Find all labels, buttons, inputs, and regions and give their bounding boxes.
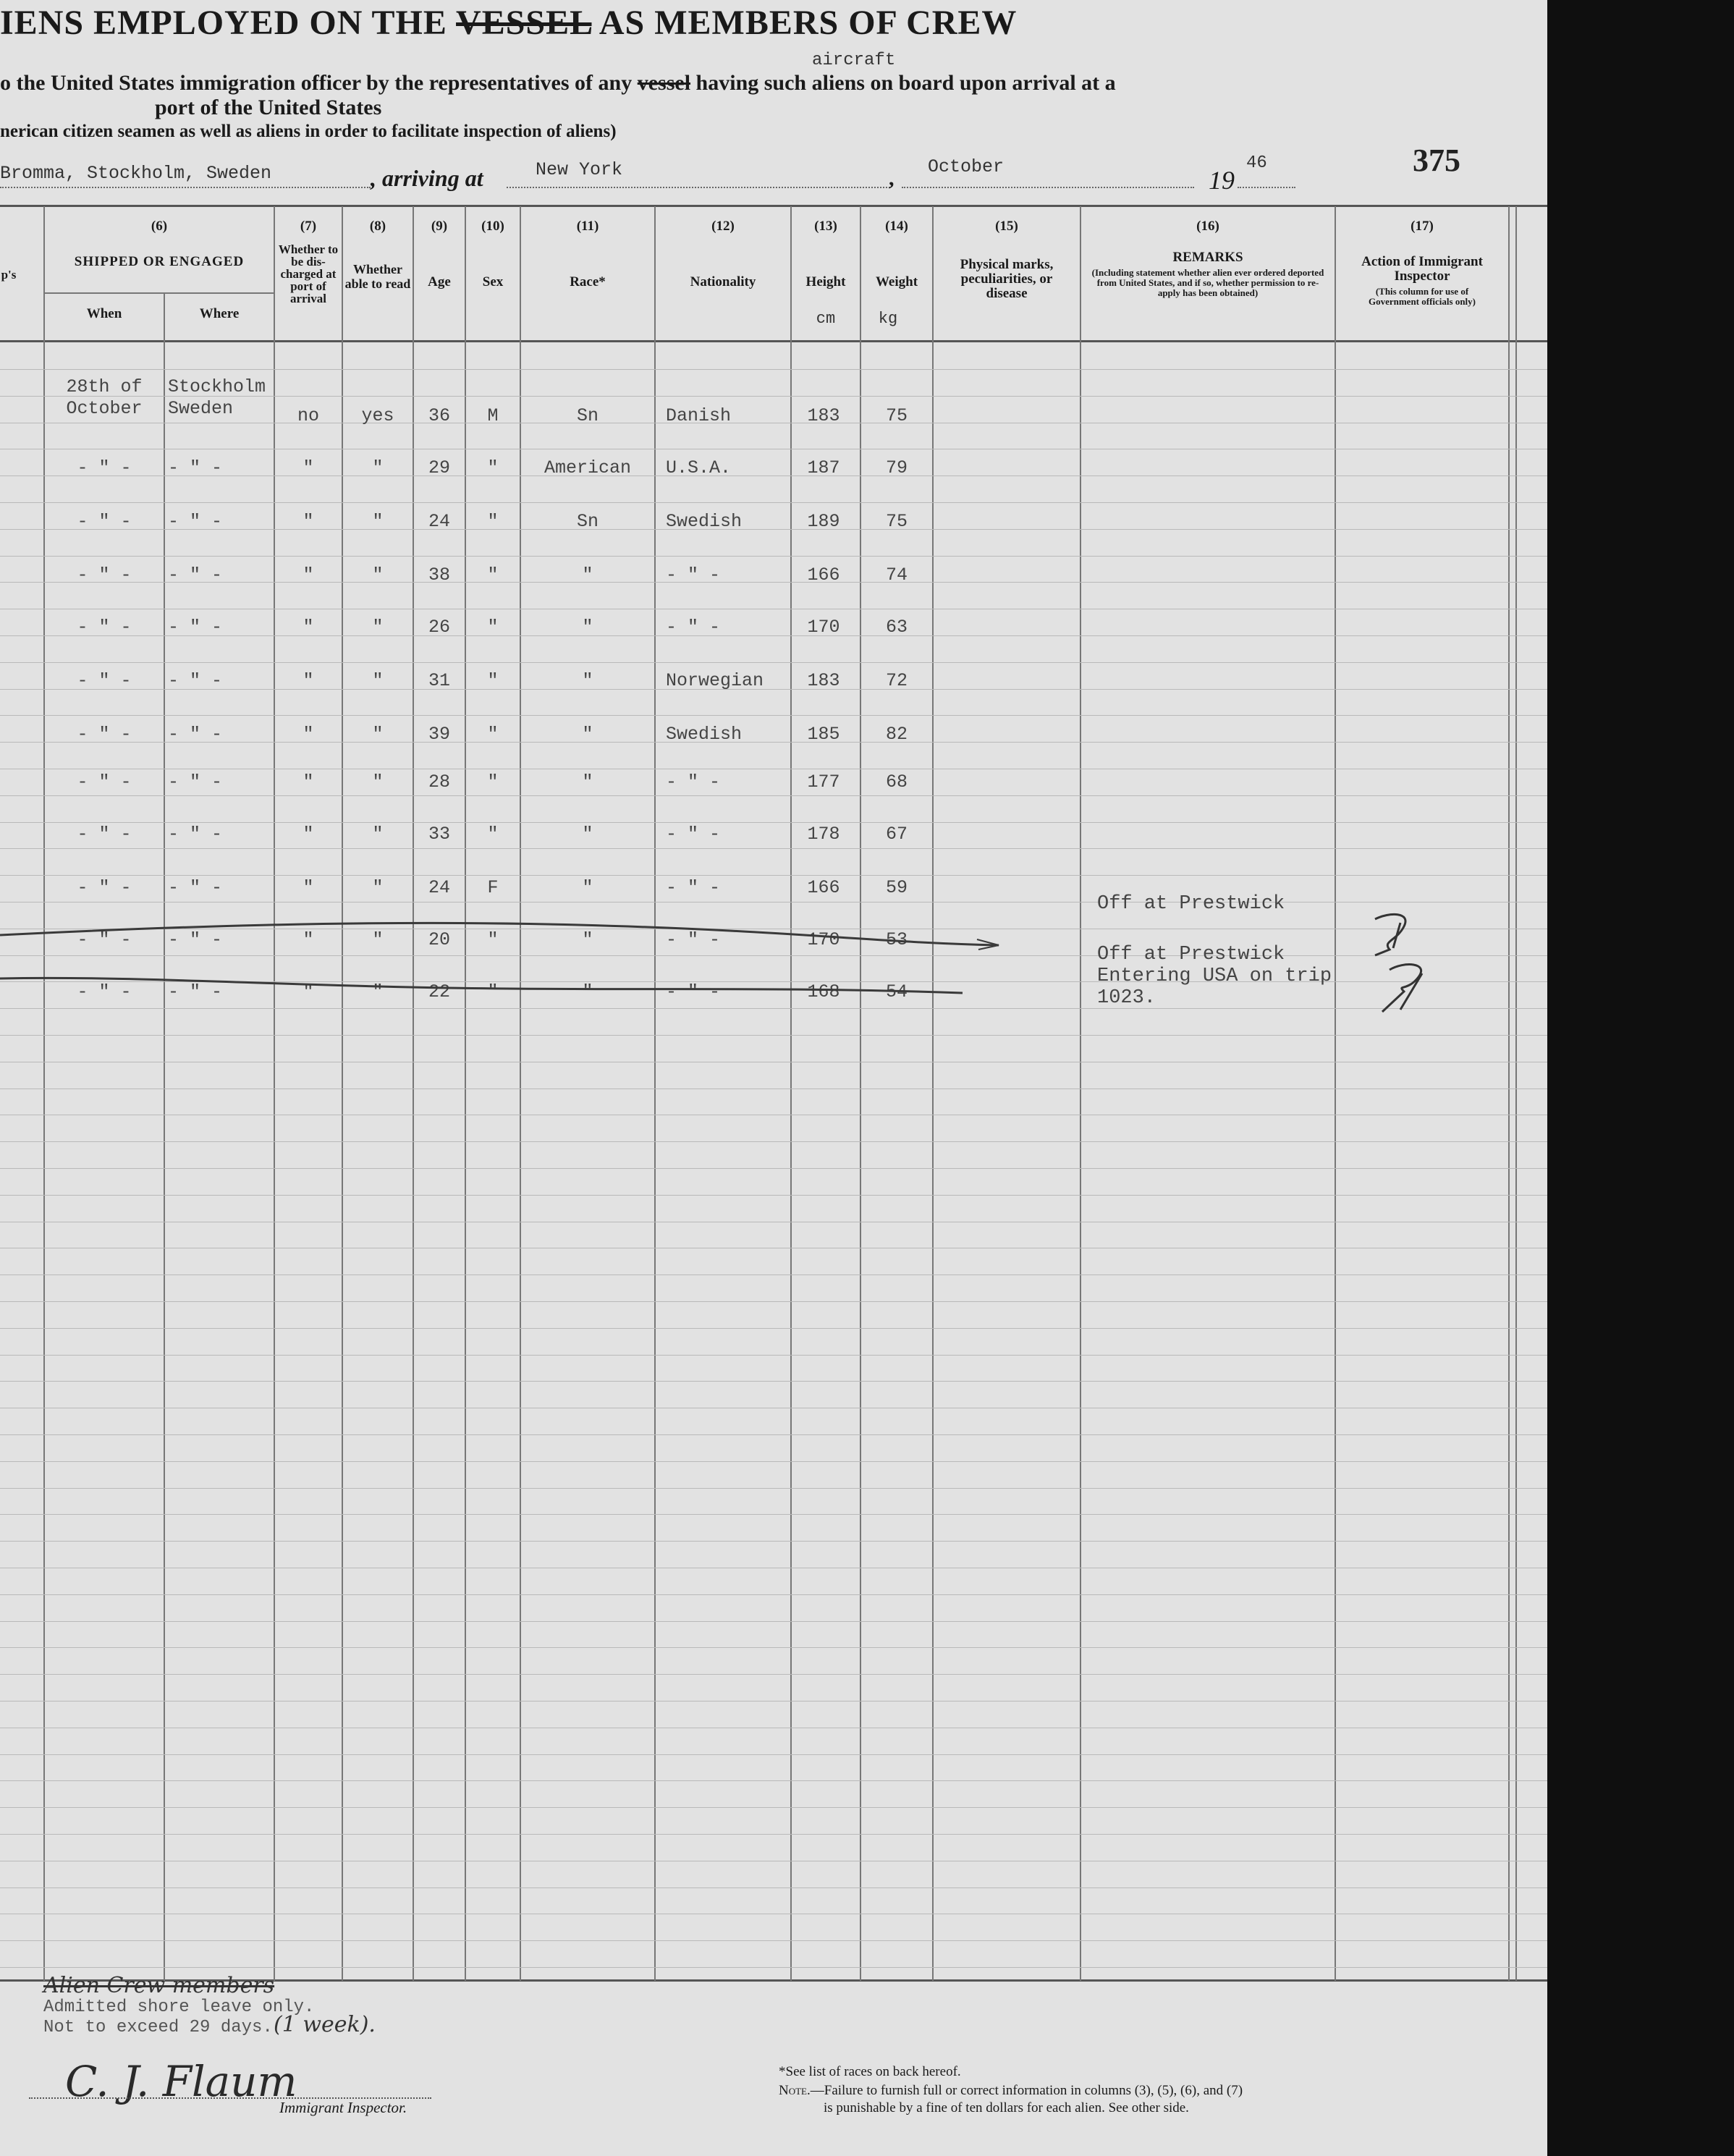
cell-where: - " - <box>168 929 223 950</box>
col-rule <box>1080 206 1081 1981</box>
col6-when: When <box>86 306 122 321</box>
cell-nationality: - " - <box>666 981 721 1002</box>
cell-sex: " <box>487 511 499 532</box>
cell-when: - " - <box>77 457 132 478</box>
cell-where: - " - <box>168 724 223 745</box>
ruled-line <box>0 556 1547 557</box>
year-underline <box>1238 187 1295 188</box>
departure-underline <box>0 187 371 188</box>
ruled-line <box>0 369 1547 370</box>
cell-race: American <box>544 457 632 478</box>
cell-age: 24 <box>428 877 450 898</box>
cell-height: 178 <box>807 824 840 845</box>
ruled-line <box>0 1541 1547 1542</box>
ruled-line <box>0 1274 1547 1275</box>
col8-title: Whether able to read <box>344 262 411 291</box>
cell-weight: 75 <box>885 405 908 426</box>
ruled-line <box>0 1035 1547 1036</box>
title-part-2: AS MEMBERS OF CREW <box>591 4 1018 42</box>
ruled-line <box>0 715 1547 716</box>
ruled-line <box>0 1940 1547 1941</box>
cell-when: - " - <box>77 565 132 585</box>
cell-nationality: U.S.A. <box>666 457 732 478</box>
col14-unit: kg <box>878 310 898 328</box>
admitted-line-1: Admitted shore leave only. <box>43 1998 315 2017</box>
ruled-line <box>0 1088 1547 1089</box>
penalty-note-line-2: is punishable by a fine of ten dollars for each alien. See other side. <box>824 2100 1189 2115</box>
arrival-underline <box>507 187 890 188</box>
shipped-subheader-rule <box>43 292 274 294</box>
cell-sex: " <box>487 981 499 1002</box>
cell-where: - " - <box>168 511 223 532</box>
cell-sex: " <box>487 565 499 585</box>
arrival-month: October <box>928 156 1005 177</box>
cell-discharged: " <box>303 724 314 745</box>
col14-number: (14) <box>885 219 908 234</box>
cell-when: 28th of October <box>66 376 143 419</box>
cell-weight: 54 <box>885 981 908 1002</box>
arriving-at-label: , arriving at <box>371 165 483 191</box>
cell-discharged: " <box>303 877 314 898</box>
cell-height: 166 <box>807 565 840 585</box>
col7-title: Whether to be dis-charged at port of arrival <box>278 242 339 305</box>
cell-weight: 53 <box>885 929 908 950</box>
note-label: Note. <box>779 2083 811 2098</box>
ruled-line <box>0 662 1547 663</box>
ruled-line <box>0 1461 1547 1462</box>
cell-where: - " - <box>168 670 223 691</box>
ruled-line <box>0 1594 1547 1595</box>
cell-race: Sn <box>576 405 599 426</box>
col15-number: (15) <box>995 219 1018 234</box>
cell-weight: 67 <box>885 824 908 845</box>
cell-sex: " <box>487 771 499 792</box>
ruled-line <box>0 1434 1547 1435</box>
ruled-line <box>0 1301 1547 1302</box>
penalty-note-line-1 <box>779 2083 1243 2099</box>
cell-sex: " <box>487 457 499 478</box>
cell-age: 33 <box>428 824 450 845</box>
arrival-port: New York <box>536 159 623 180</box>
col6-number: (6) <box>151 219 168 234</box>
ruled-line <box>0 1780 1547 1781</box>
cell-when: - " - <box>77 617 132 638</box>
cell-race: " <box>582 724 593 745</box>
cell-able-to-read: yes <box>361 405 394 426</box>
cell-race: " <box>582 981 593 1002</box>
col16-title: REMARKS <box>1172 250 1243 265</box>
cell-race: " <box>582 617 593 638</box>
cell-weight: 74 <box>885 565 908 585</box>
title-struck-word: VESSEL <box>456 4 592 42</box>
page-number: 375 <box>1413 143 1460 178</box>
col12-title: Nationality <box>690 274 756 289</box>
cell-able-to-read: " <box>372 877 384 898</box>
col6-where: Where <box>199 306 240 321</box>
cell-nationality: Swedish <box>666 724 743 745</box>
cell-age: 31 <box>428 670 450 691</box>
col-rule <box>1335 206 1336 1981</box>
col-rule <box>1515 206 1517 1981</box>
cell-discharged: " <box>303 457 314 478</box>
cell-when: - " - <box>77 670 132 691</box>
cell-able-to-read: " <box>372 824 384 845</box>
cell-discharged: " <box>303 565 314 585</box>
col10-title: Sex <box>482 274 504 289</box>
admitted-line-2: Not to exceed 29 days. <box>43 2018 273 2037</box>
remark-row-11-line-2: Entering USA on trip <box>1097 965 1332 987</box>
cell-able-to-read: " <box>372 617 384 638</box>
title-part-1: IENS EMPLOYED ON THE <box>0 4 457 42</box>
inspector-label: Immigrant Inspector. <box>279 2099 407 2116</box>
cell-height: 183 <box>807 670 840 691</box>
col14-title: Weight <box>875 274 918 289</box>
cell-weight: 59 <box>885 877 908 898</box>
cell-age: 38 <box>428 565 450 585</box>
ruled-line <box>0 1195 1547 1196</box>
cell-able-to-read: " <box>372 670 384 691</box>
cell-where: - " - <box>168 565 223 585</box>
col17-subtitle: (This column for use of Government officials only) <box>1368 286 1476 307</box>
cell-weight: 75 <box>885 511 908 532</box>
cell-sex: " <box>487 824 499 845</box>
cell-race: Sn <box>576 511 599 532</box>
cell-race: " <box>582 877 593 898</box>
cell-when: - " - <box>77 981 132 1002</box>
cell-able-to-read: " <box>372 981 384 1002</box>
ruled-line <box>0 1141 1547 1142</box>
cell-weight: 82 <box>885 724 908 745</box>
col6-title: SHIPPED OR ENGAGED <box>74 254 245 269</box>
col11-number: (11) <box>576 219 599 234</box>
cell-weight: 72 <box>885 670 908 691</box>
cell-age: 36 <box>428 405 450 426</box>
cell-able-to-read: " <box>372 724 384 745</box>
cell-able-to-read: " <box>372 511 384 532</box>
ruled-line <box>0 1967 1547 1968</box>
ruled-line <box>0 502 1547 503</box>
cell-nationality: - " - <box>666 771 721 792</box>
cell-sex: " <box>487 670 499 691</box>
cell-sex: " <box>487 929 499 950</box>
cell-discharged: no <box>297 405 319 426</box>
cell-able-to-read: " <box>372 565 384 585</box>
col16-number: (16) <box>1196 219 1219 234</box>
cell-height: 183 <box>807 405 840 426</box>
partial-left-header: p's <box>1 268 17 282</box>
inspector-signature: C. J. Flaum <box>65 2057 297 2106</box>
cell-race: " <box>582 565 593 585</box>
ruled-line <box>0 1328 1547 1329</box>
subtitle-struck-word: vessel <box>637 71 691 95</box>
ruled-line <box>0 1381 1547 1382</box>
col-rule <box>932 206 934 1981</box>
col13-number: (13) <box>814 219 837 234</box>
table-header-border <box>0 340 1547 342</box>
subtitle-line-1 <box>0 71 1116 96</box>
cell-discharged: " <box>303 511 314 532</box>
cell-when: - " - <box>77 511 132 532</box>
subtitle-line-3: nerican citizen seamen as well as aliens in order to facilitate inspection of aliens) <box>0 122 617 141</box>
cell-discharged: " <box>303 824 314 845</box>
cell-discharged: " <box>303 929 314 950</box>
col16-subtitle: (Including statement whether alien ever ordered deported from United States, and if so, whether permission to re-apply has been obtained) <box>1091 267 1324 298</box>
ruled-line <box>0 1834 1547 1835</box>
cell-weight: 79 <box>885 457 908 478</box>
handwritten-duration: (1 week). <box>274 2012 376 2037</box>
cell-nationality: Danish <box>666 405 732 426</box>
cell-nationality: - " - <box>666 617 721 638</box>
ruled-line <box>0 822 1547 823</box>
document-title <box>0 3 1017 43</box>
ruled-line <box>0 1514 1547 1515</box>
cell-able-to-read: " <box>372 457 384 478</box>
ruled-line <box>0 1674 1547 1675</box>
col-rule <box>1508 206 1510 1981</box>
col12-number: (12) <box>711 219 735 234</box>
col15-title: Physical marks, peculiarities, or disease <box>960 257 1054 301</box>
cell-weight: 68 <box>885 771 908 792</box>
year-prefix: 19 <box>1209 166 1235 195</box>
struck-handwriting: Alien Crew members <box>43 1973 275 1998</box>
cell-nationality: - " - <box>666 877 721 898</box>
departure-place: Bromma, Stockholm, Sweden <box>0 163 272 184</box>
col7-number: (7) <box>300 219 317 234</box>
col17-number: (17) <box>1411 219 1434 234</box>
cell-sex: M <box>487 405 499 426</box>
ruled-line <box>0 1355 1547 1356</box>
cell-where: - " - <box>168 771 223 792</box>
cell-race: " <box>582 929 593 950</box>
cell-able-to-read: " <box>372 771 384 792</box>
cell-nationality: - " - <box>666 565 721 585</box>
ruled-line <box>0 795 1547 796</box>
remark-row-11-line-1: Off at Prestwick <box>1097 944 1285 965</box>
ruled-line <box>0 1008 1547 1009</box>
ruled-line <box>0 1887 1547 1888</box>
cell-height: 187 <box>807 457 840 478</box>
cell-when: - " - <box>77 877 132 898</box>
cell-when: - " - <box>77 771 132 792</box>
cell-able-to-read: " <box>372 929 384 950</box>
cell-height: 170 <box>807 929 840 950</box>
ruled-line <box>0 1488 1547 1489</box>
cell-discharged: " <box>303 771 314 792</box>
cell-nationality: Norwegian <box>666 670 764 691</box>
cell-height: 170 <box>807 617 840 638</box>
comma: , <box>889 166 895 190</box>
ruled-line <box>0 1754 1547 1755</box>
scan-margin <box>1547 0 1734 2156</box>
ruled-line <box>0 1807 1547 1808</box>
cell-where: Stockholm Sweden <box>168 376 266 419</box>
cell-when: - " - <box>77 724 132 745</box>
table-top-border <box>0 205 1547 207</box>
note-text-1: —Failure to furnish full or correct information in columns (3), (5), (6), and (7) <box>810 2083 1243 2098</box>
cell-discharged: " <box>303 617 314 638</box>
cell-weight: 63 <box>885 617 908 638</box>
cell-sex: F <box>487 877 499 898</box>
ruled-line <box>0 875 1547 876</box>
cell-nationality: - " - <box>666 929 721 950</box>
col9-title: Age <box>428 274 451 289</box>
ruled-line <box>0 848 1547 849</box>
cell-age: 29 <box>428 457 450 478</box>
col17-title: Action of Immigrant Inspector <box>1361 254 1483 284</box>
month-underline <box>902 187 1194 188</box>
remark-row-10: Off at Prestwick <box>1097 893 1285 915</box>
cell-nationality: - " - <box>666 824 721 845</box>
cell-height: 189 <box>807 511 840 532</box>
cell-when: - " - <box>77 824 132 845</box>
col8-number: (8) <box>369 219 386 234</box>
col13-unit: cm <box>816 310 836 328</box>
col9-number: (9) <box>431 219 448 234</box>
cell-where: - " - <box>168 617 223 638</box>
cell-discharged: " <box>303 981 314 1002</box>
cell-race: " <box>582 670 593 691</box>
cell-when: - " - <box>77 929 132 950</box>
ruled-line <box>0 1621 1547 1622</box>
year-suffix: 46 <box>1246 153 1267 173</box>
cell-nationality: Swedish <box>666 511 743 532</box>
inserted-word: aircraft <box>812 51 896 70</box>
subtitle-line-1a: o the United States immigration officer by the representatives of any <box>0 71 638 95</box>
cell-height: 168 <box>807 981 840 1002</box>
cell-race: " <box>582 771 593 792</box>
cell-age: 26 <box>428 617 450 638</box>
inspector-initials-mark <box>1361 905 1462 1020</box>
subtitle-line-1b: having such aliens on board upon arrival at a <box>690 71 1116 95</box>
cell-age: 39 <box>428 724 450 745</box>
ruled-line <box>0 1647 1547 1648</box>
races-note: *See list of races on back hereof. <box>779 2064 961 2079</box>
cell-where: - " - <box>168 457 223 478</box>
cell-where: - " - <box>168 877 223 898</box>
cell-age: 20 <box>428 929 450 950</box>
ruled-line <box>0 1168 1547 1169</box>
cell-age: 24 <box>428 511 450 532</box>
cell-discharged: " <box>303 670 314 691</box>
cell-where: - " - <box>168 824 223 845</box>
remark-row-11-line-3: 1023. <box>1097 987 1156 1009</box>
cell-where: - " - <box>168 981 223 1002</box>
cell-race: " <box>582 824 593 845</box>
strike-lines <box>0 912 1013 999</box>
col13-title: Height <box>805 274 846 289</box>
col11-title: Race* <box>570 274 606 289</box>
col10-number: (10) <box>481 219 504 234</box>
cell-age: 28 <box>428 771 450 792</box>
cell-sex: " <box>487 617 499 638</box>
cell-sex: " <box>487 724 499 745</box>
cell-height: 177 <box>807 771 840 792</box>
subtitle-line-2: port of the United States <box>155 96 382 119</box>
cell-height: 185 <box>807 724 840 745</box>
cell-height: 166 <box>807 877 840 898</box>
cell-age: 22 <box>428 981 450 1002</box>
